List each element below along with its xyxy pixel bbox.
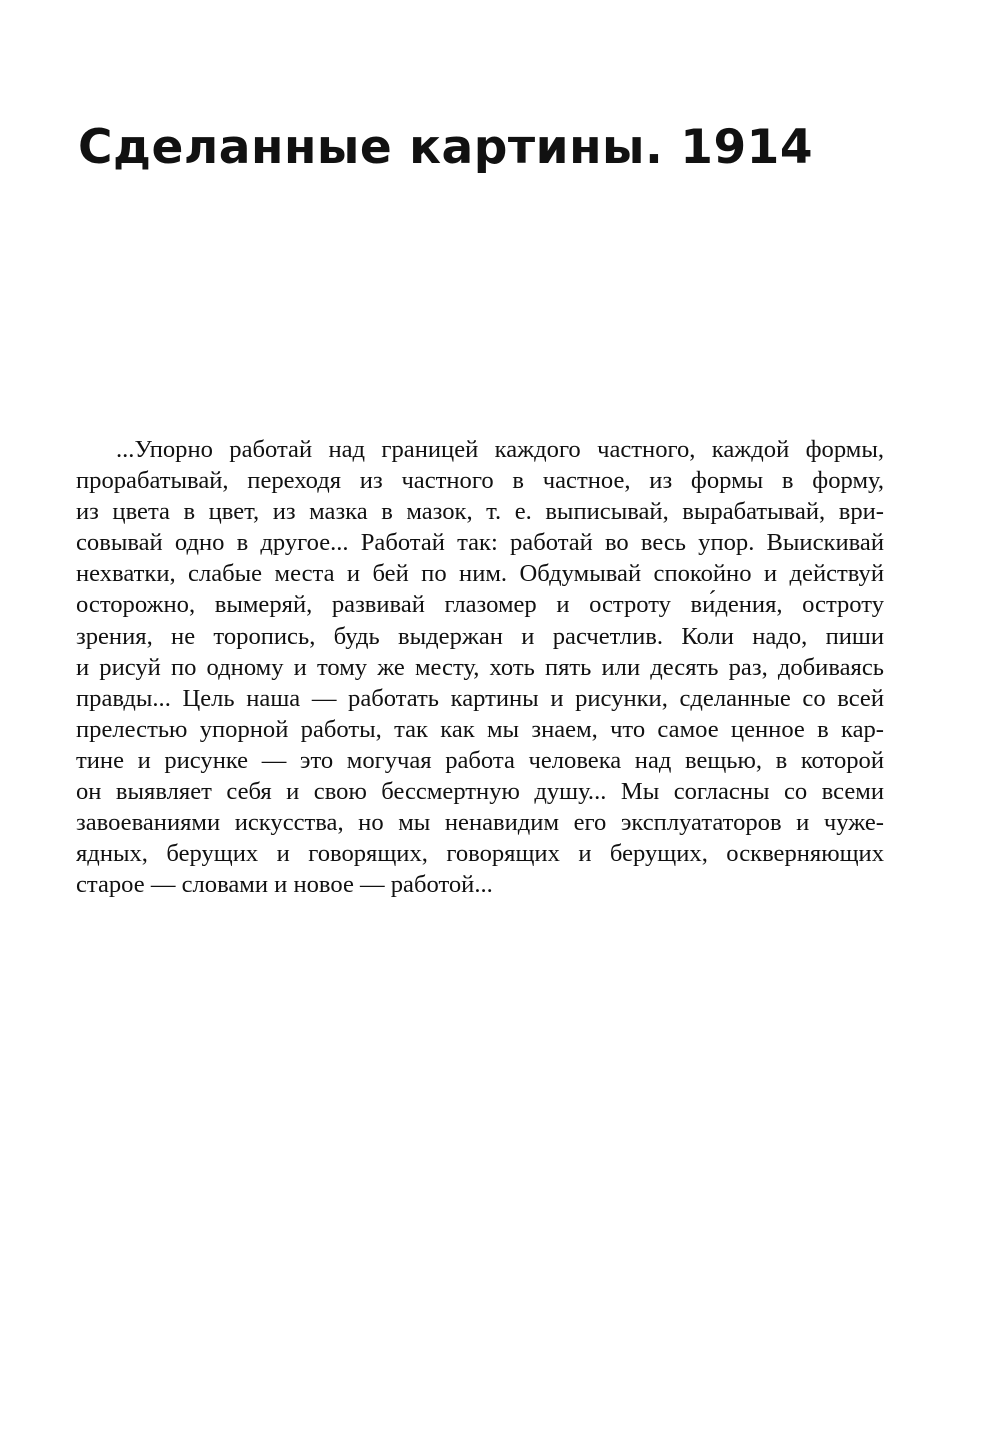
paragraph-line: совывай одно в другое... Работай так: работай во весь упор. Выискивай (76, 529, 884, 557)
paragraph-line: осторожно, вымеряй, развивай глазомер и остроту ви́дения, остроту (76, 591, 884, 619)
paragraph-line: прорабатывай, переходя из частного в частное, из формы в форму, (76, 467, 884, 495)
paragraph-line: ядных, берущих и говорящих, говорящих и берущих, оскверняющих (76, 840, 884, 868)
body-paragraph (76, 434, 884, 900)
paragraph-line: правды... Цель наша — работать картины и рисунки, сделанные со всей (76, 684, 884, 712)
paragraph-line: и рисуй по одному и тому же месту, хоть пять или десять раз, добиваясь (76, 653, 884, 681)
paragraph-line: тине и рисунке — это могучая работа человека над вещью, в которой (76, 746, 884, 774)
paragraph-line: старое — словами и новое — работой... (76, 871, 493, 899)
paragraph-line: нехватки, слабые места и бей по ним. Обдумывай спокойно и действуй (76, 560, 884, 588)
paragraph-line: прелестью упорной работы, так как мы знаем, что самое ценное в кар- (76, 715, 884, 743)
paragraph-line: завоеваниями искусства, но мы ненавидим его эксплуататоров и чуже- (76, 809, 884, 837)
page-title: Сделанные картины. 1914 (78, 120, 814, 175)
paragraph-line: зрения, не торопись, будь выдержан и расчетлив. Коли надо, пиши (76, 622, 884, 650)
paragraph-line: ...Упорно работай над границей каждого частного, каждой формы, (116, 436, 884, 463)
paragraph-line: он выявляет себя и свою бессмертную душу... Мы согласны со всеми (76, 778, 884, 806)
paragraph-line: из цвета в цвет, из мазка в мазок, т. е. выписывай, вырабатывай, ври- (76, 498, 884, 526)
